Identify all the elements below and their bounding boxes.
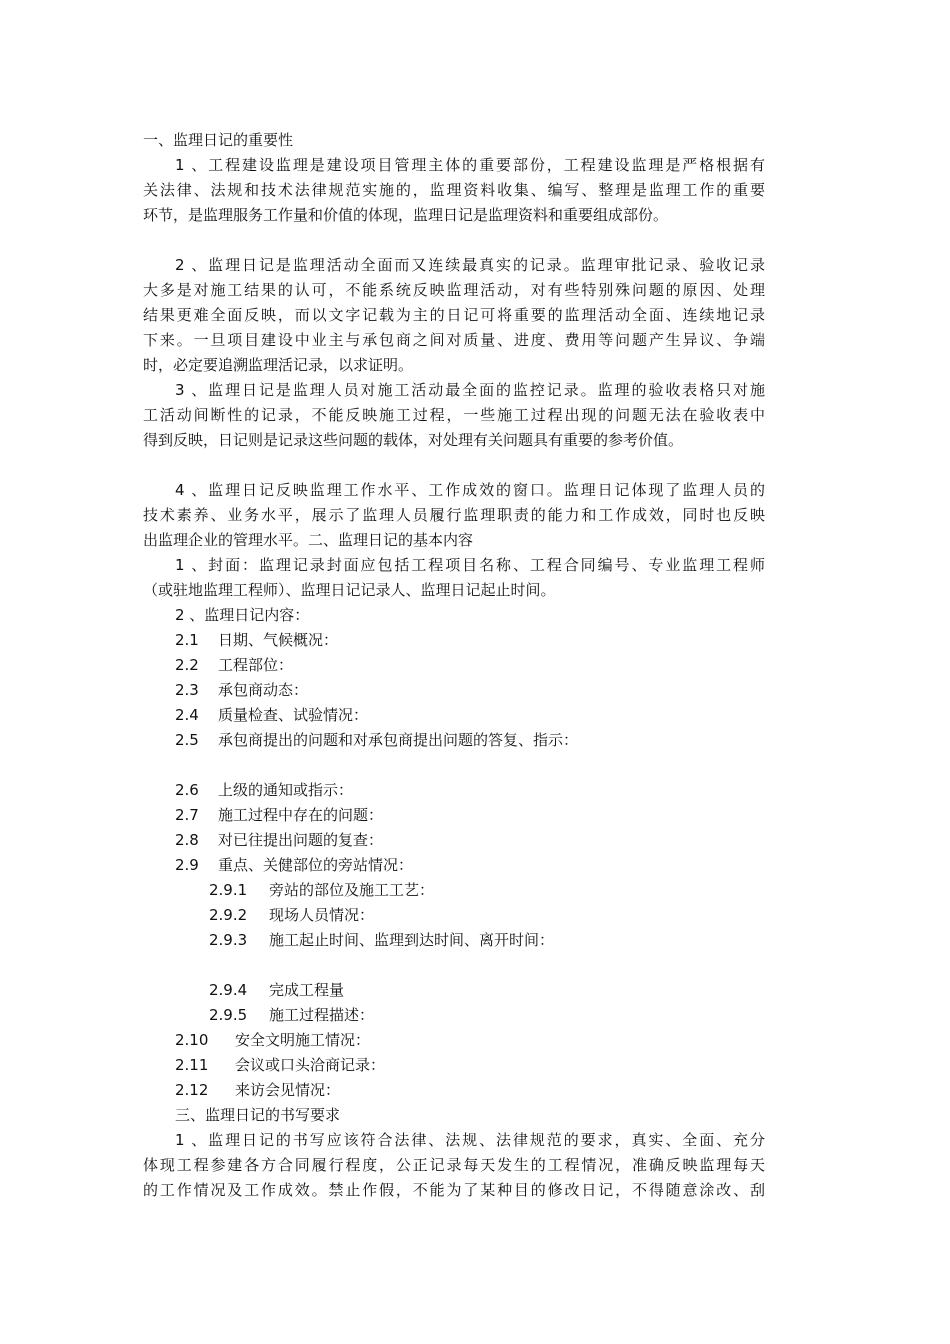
paragraph-line: 体现工程参建各方合同履行程度，公正记录每天发生的工程情况，准确反映监理每天 — [143, 1156, 765, 1174]
item-number: 2.2 — [175, 656, 199, 674]
item-number: 2.9.1 — [209, 881, 248, 899]
paragraph-line: 大多是对施工结果的认可，不能系统反映监理活动，对有些特别殊问题的原因、处理 — [143, 281, 765, 299]
document-body — [143, 128, 765, 1203]
list-item — [143, 778, 765, 803]
paragraph-line: 技术素养、业务水平，展示了监理人员履行监理职责的能力和工作成效，同时也反映 — [143, 506, 765, 524]
blank-line — [143, 953, 765, 978]
blank-line — [143, 453, 765, 478]
sub-list-item — [143, 878, 765, 903]
item-number: 2.6 — [175, 781, 199, 799]
list-item — [143, 803, 765, 828]
item-text: 施工起止时间、监理到达时间、离开时间： — [269, 931, 555, 949]
paragraph-line: 时，必定要追溯监理活记录，以求证明。 — [143, 356, 414, 374]
list-item — [143, 828, 765, 853]
sub-list-item — [143, 978, 765, 1003]
sub-list-item — [143, 928, 765, 953]
item-number: 2.10 — [175, 1031, 209, 1049]
paragraph-line: 1 、封面：监理记录封面应包括工程项目名称、工程合同编号、专业监理工程师 — [175, 556, 765, 574]
item-number: 2.12 — [175, 1081, 209, 1099]
paragraph-line: 出监理企业的管理水平。二、监理日记的基本内容 — [143, 531, 474, 549]
item-text: 工程部位： — [218, 656, 294, 674]
item-number: 2.9.4 — [209, 981, 248, 999]
item-number: 2.4 — [175, 706, 199, 724]
list-item — [143, 1053, 765, 1078]
item-number: 2.9 — [175, 856, 199, 874]
list-item — [143, 703, 765, 728]
paragraph-line: 结果更难全面反映，而以文字记载为主的日记可将重要的监理活动全面、连续地记录 — [143, 306, 765, 324]
item-text: 质量检查、试验情况： — [218, 706, 369, 724]
item-number: 2.9.2 — [209, 906, 248, 924]
list-item — [143, 1028, 765, 1053]
item-text: 重点、关健部位的旁站情况： — [218, 856, 414, 874]
paragraph-line: 下来。一旦项目建设中业主与承包商之间对质量、进度、费用等问题产生异议、争端 — [143, 331, 765, 349]
paragraph-line: 1 、监理日记的书写应该符合法律、法规、法律规范的要求，真实、全面、充分 — [175, 1131, 765, 1149]
sub-list-item — [143, 1003, 765, 1028]
item-text: 旁站的部位及施工工艺： — [269, 881, 435, 899]
item-text: 承包商提出的问题和对承包商提出问题的答复、指示： — [218, 731, 579, 749]
list-item — [143, 853, 765, 878]
item-text: 会议或口头洽商记录： — [235, 1056, 386, 1074]
item-number: 2.9.5 — [209, 1006, 248, 1024]
list-item — [143, 653, 765, 678]
list-item — [143, 678, 765, 703]
list-item — [143, 1078, 765, 1103]
paragraph-line: 2 、监理日记是监理活动全面而又连续最真实的记录。监理审批记录、验收记录 — [175, 256, 765, 274]
paragraph-line: 1 、工程建设监理是建设项目管理主体的重要部份，工程建设监理是严格根据有 — [175, 156, 765, 174]
list-item — [143, 628, 765, 653]
item-number: 2.11 — [175, 1056, 209, 1074]
paragraph-line: 关法律、法规和技术法律规范实施的，监理资料收集、编写、整理是监理工作的重要 — [143, 181, 765, 199]
blank-line — [143, 753, 765, 778]
paragraph-line: 环节，是监理服务工作量和价值的体现，监理日记是监理资料和重要组成部份。 — [143, 206, 669, 224]
item-number: 2.3 — [175, 681, 199, 699]
list-item — [143, 728, 765, 753]
section-heading-1: 一、监理日记的重要性 — [143, 131, 294, 149]
item-text: 来访会见情况： — [235, 1081, 341, 1099]
item-text: 施工过程描述： — [269, 1006, 375, 1024]
item-number: 2.7 — [175, 806, 199, 824]
section-heading-3: 三、监理日记的书写要求 — [175, 1106, 341, 1124]
paragraph-line: 工活动间断性的记录，不能反映施工过程，一些施工过程出现的问题无法在验收表中 — [143, 406, 765, 424]
item-text: 承包商动态： — [218, 681, 309, 699]
paragraph-line: 2 、监理日记内容： — [175, 606, 310, 624]
item-text: 完成工程量 — [269, 981, 345, 999]
item-number: 2.9.3 — [209, 931, 248, 949]
paragraph-line: （或驻地监理工程师）、监理日记记录人、监理日记起止时间。 — [143, 581, 556, 599]
blank-line — [143, 228, 765, 253]
paragraph-line: 4 、监理日记反映监理工作水平、工作成效的窗口。监理日记体现了监理人员的 — [175, 481, 765, 499]
item-text: 对已往提出问题的复查： — [218, 831, 384, 849]
paragraph-line: 得到反映，日记则是记录这些问题的载体，对处理有关问题具有重要的参考价值。 — [143, 431, 684, 449]
item-text: 日期、气候概况： — [218, 631, 339, 649]
item-text: 现场人员情况： — [269, 906, 375, 924]
item-number: 2.1 — [175, 631, 199, 649]
paragraph-line: 3 、监理日记是监理人员对施工活动最全面的监控记录。监理的验收表格只对施 — [175, 381, 765, 399]
item-text: 上级的通知或指示： — [218, 781, 354, 799]
item-text: 施工过程中存在的问题： — [218, 806, 384, 824]
item-number: 2.8 — [175, 831, 199, 849]
paragraph-line: 的工作情况及工作成效。禁止作假，不能为了某种目的修改日记，不得随意涂改、刮 — [143, 1181, 765, 1199]
item-number: 2.5 — [175, 731, 199, 749]
sub-list-item — [143, 903, 765, 928]
item-text: 安全文明施工情况： — [235, 1031, 371, 1049]
